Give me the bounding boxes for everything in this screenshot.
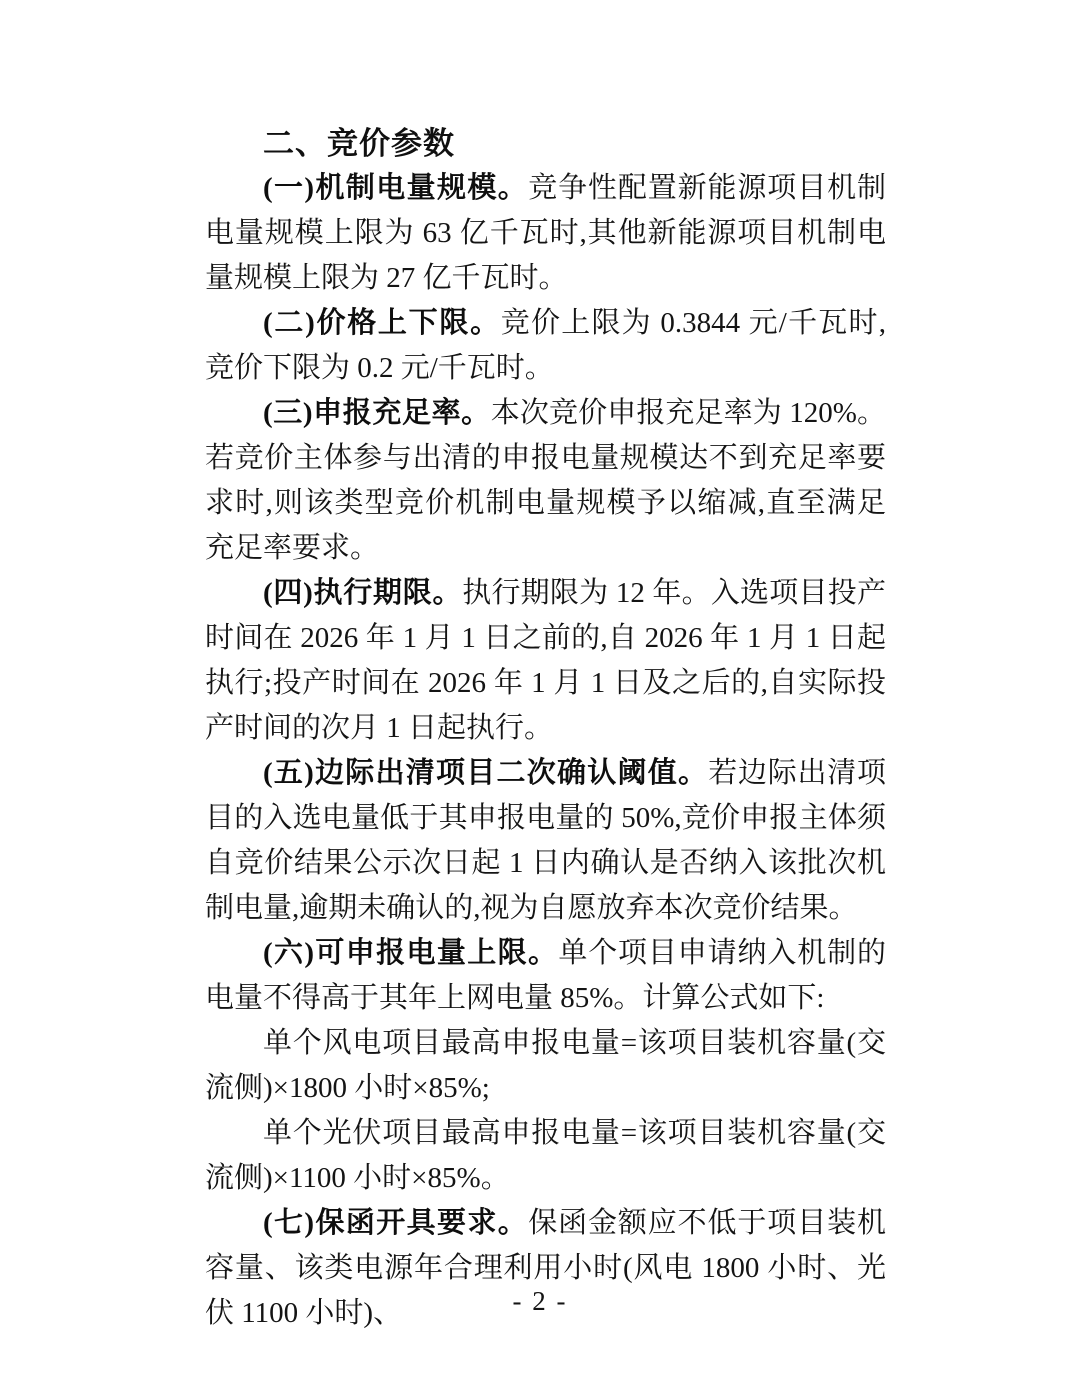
paragraph: (二)价格上下限。竞价上限为 0.3844 元/千瓦时,竞价下限为 0.2 元/千瓦时。 (205, 307, 886, 384)
document-body (205, 166, 886, 1336)
paragraph-lead-bold: (三)申报充足率。 (263, 397, 491, 429)
paragraph: (五)边际出清项目二次确认阈值。若边际出清项目的入选电量低于其申报电量的 50%,竞价申报主体须自竞价结果公示次日起 1 日内确认是否纳入该批次机制电量,逾期未确认的,视为自愿放弃本次竞价结果。 (205, 757, 886, 924)
page-number: - 2 - (512, 1286, 568, 1316)
paragraph: (六)可申报电量上限。单个项目申请纳入机制的电量不得高于其年上网电量 85%。计算公式如下: (205, 937, 886, 1014)
paragraph-lead-bold: (二)价格上下限。 (263, 307, 501, 339)
paragraph-lead-bold: (五)边际出清项目二次确认阈值。 (263, 757, 709, 789)
paragraph: 单个风电项目最高申报电量=该项目装机容量(交流侧)×1800 小时×85%; (205, 1027, 886, 1104)
paragraph: (七)保函开具要求。保函金额应不低于项目装机容量、该类电源年合理利用小时(风电 1800 小时、光伏 1100 小时)、 (205, 1207, 886, 1329)
paragraph: 单个光伏项目最高申报电量=该项目装机容量(交流侧)×1100 小时×85%。 (205, 1117, 886, 1194)
paragraph-lead-bold: (六)可申报电量上限。 (263, 937, 559, 969)
paragraph: (四)执行期限。执行期限为 12 年。入选项目投产时间在 2026 年 1 月 1 日之前的,自 2026 年 1 月 1 日起执行;投产时间在 2026 年 1 月 1 日及之后的,自实际投产时间的次月 1 日起执行。 (205, 577, 886, 744)
paragraph: (一)机制电量规模。竞争性配置新能源项目机制电量规模上限为 63 亿千瓦时,其他新能源项目机制电量规模上限为 27 亿千瓦时。 (205, 172, 886, 294)
paragraph-lead-bold: (七)保函开具要求。 (263, 1207, 529, 1239)
document-content (205, 121, 886, 1336)
paragraph: (三)申报充足率。本次竞价申报充足率为 120%。若竞价主体参与出清的申报电量规模达不到充足率要求时,则该类型竞价机制电量规模予以缩减,直至满足充足率要求。 (205, 397, 886, 564)
paragraph-lead-bold: (四)执行期限。 (263, 577, 463, 609)
section-heading: 二、竞价参数 (263, 126, 455, 161)
paragraph-lead-bold: (一)机制电量规模。 (263, 172, 529, 204)
